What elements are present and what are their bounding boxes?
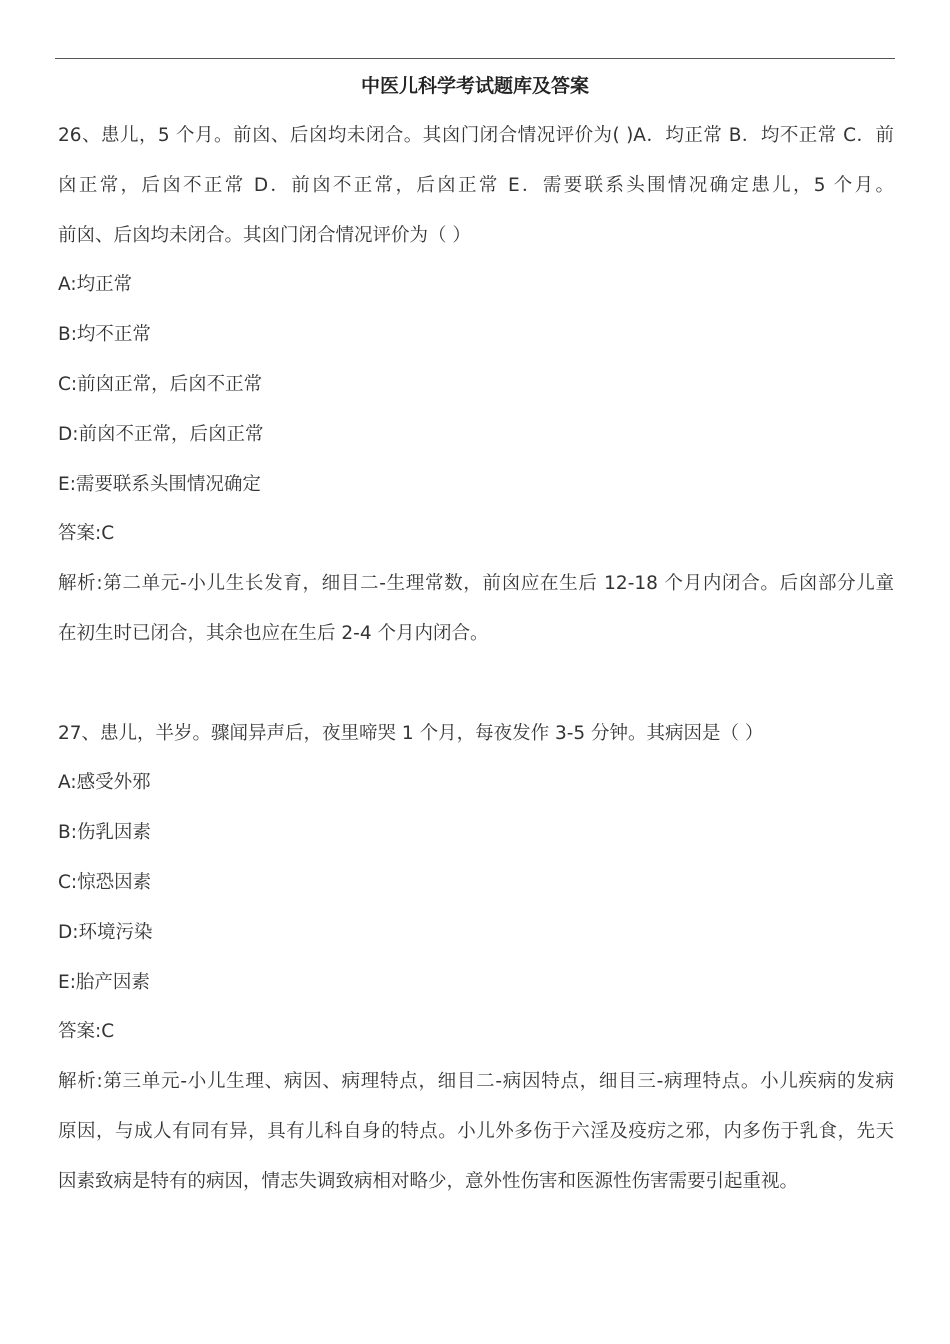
option-c: C:前囟正常，后囟不正常 bbox=[58, 373, 263, 395]
answer: 答案:C bbox=[58, 1021, 115, 1043]
analysis-line: 解析:第二单元-小儿生长发育，细目二-生理常数，前囟应在生后 12-18 个月内闭合。后囟部分儿童 bbox=[58, 573, 894, 595]
question-27 bbox=[58, 709, 894, 1207]
answer: 答案:C bbox=[58, 523, 115, 545]
analysis-line: 在初生时已闭合，其余也应在生后 2-4 个月内闭合。 bbox=[58, 622, 489, 644]
analysis-line: 原因，与成人有同有异，具有儿科自身的特点。小儿外多伤于六淫及疫疠之邪，内多伤于乳食，先天 bbox=[58, 1120, 894, 1142]
option-b: B:伤乳因素 bbox=[58, 822, 151, 844]
question-26 bbox=[58, 111, 894, 659]
option-b: B:均不正常 bbox=[58, 324, 151, 346]
option-a: A:感受外邪 bbox=[58, 772, 151, 794]
document-body bbox=[58, 111, 894, 1207]
document-title: 中医儿科学考试题库及答案 bbox=[360, 75, 589, 97]
header-rule bbox=[55, 58, 895, 59]
question-stem-line: 26、患儿，5 个月。前囟、后囟均未闭合。其囟门闭合情况评价为( )A．均正常 B．均不正常 C．前 bbox=[58, 125, 894, 146]
option-d: D:前囟不正常，后囟正常 bbox=[58, 423, 264, 445]
option-d: D:环境污染 bbox=[58, 921, 153, 943]
question-separator bbox=[58, 659, 894, 709]
question-stem-line: 前囟、后囟均未闭合。其囟门闭合情况评价为（ ） bbox=[58, 224, 471, 246]
option-e: E:胎产因素 bbox=[58, 971, 150, 993]
option-e: E:需要联系头围情况确定 bbox=[58, 473, 261, 495]
option-c: C:惊恐因素 bbox=[58, 871, 152, 893]
question-stem-line: 囟正常，后囟不正常 D．前囟不正常，后囟正常 E．需要联系头围情况确定患儿，5 个月。 bbox=[58, 174, 894, 196]
option-a: A:均正常 bbox=[58, 274, 133, 296]
question-stem-line: 27、患儿，半岁。骤闻异声后，夜里啼哭 1 个月，每夜发作 3-5 分钟。其病因是（ ） bbox=[58, 722, 764, 744]
analysis-line: 因素致病是特有的病因，情志失调致病相对略少，意外性伤害和医源性伤害需要引起重视。 bbox=[58, 1170, 799, 1192]
analysis-line: 解析:第三单元-小儿生理、病因、病理特点，细目二-病因特点，细目三-病理特点。小儿疾病的发病 bbox=[58, 1071, 894, 1093]
